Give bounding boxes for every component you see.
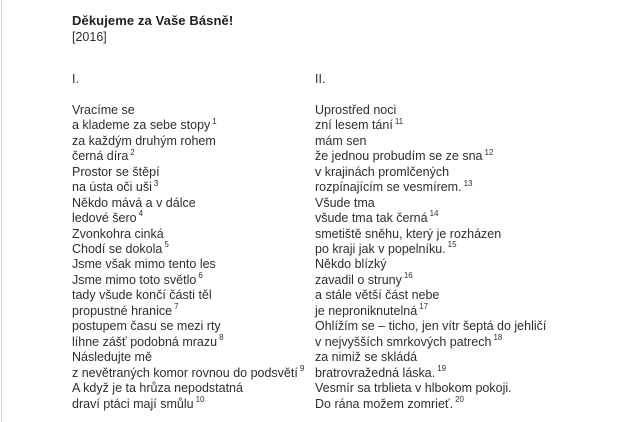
poem-line xyxy=(72,335,304,350)
poem-line-text: zavadil o struny xyxy=(315,272,402,287)
poem-line-text: bratrovražedná láska. xyxy=(315,365,436,380)
poem-line-text: postupem času se mezi rty xyxy=(72,319,221,334)
footnote-ref: 10 xyxy=(195,394,205,404)
footnote-ref: 19 xyxy=(437,363,447,373)
poem-line xyxy=(315,211,546,226)
footnote-ref: 4 xyxy=(138,209,144,219)
poem-lines-1 xyxy=(72,103,304,412)
poem-line xyxy=(72,319,304,334)
poem-line xyxy=(315,118,546,133)
footnote-ref: 6 xyxy=(198,271,203,281)
poem-line xyxy=(72,394,304,412)
footnote-ref: 2 xyxy=(130,147,135,157)
poem-line xyxy=(72,211,304,226)
poem-line-text: všude tma tak černá xyxy=(315,211,428,226)
poem-line-text: Do rána možem zomrieť. xyxy=(315,396,454,411)
poem-line-text: Všude tma xyxy=(315,195,375,210)
footnote-ref: 1 xyxy=(212,116,217,126)
publication-year: [2016] xyxy=(72,30,107,44)
poem-line xyxy=(315,103,546,118)
poem-line-text: Jsme však mimo tento les xyxy=(72,257,216,272)
footnote-ref: 15 xyxy=(447,240,457,250)
poem-line-text: na ústa oči uši xyxy=(72,180,152,195)
poem-line xyxy=(72,363,305,381)
poem-line-text: Prostor se štěpí xyxy=(72,164,160,179)
poem-line xyxy=(315,273,546,288)
footnote-ref: 16 xyxy=(403,271,413,281)
poem-line xyxy=(72,103,304,118)
poem-line-text: Jsme mimo toto světlo xyxy=(72,272,197,287)
poem-line xyxy=(315,363,546,381)
footnote-ref: 18 xyxy=(493,333,503,343)
poem-line xyxy=(315,134,546,149)
poem-line xyxy=(315,257,546,272)
poem-line-text: a klademe za sebe stopy xyxy=(72,118,211,133)
footnote-ref: 3 xyxy=(153,178,159,188)
poem-line-text: a stále větší část nebe xyxy=(315,288,440,303)
footnote-ref: 13 xyxy=(463,178,473,188)
footnote-ref: 11 xyxy=(394,116,404,126)
poem-column-2 xyxy=(315,72,546,412)
poem-line-text: smetiště sněhu, který je rozházen xyxy=(315,226,502,241)
poem-line-text: propustné hranice xyxy=(72,303,173,318)
poem-line xyxy=(315,180,546,195)
poem-line xyxy=(315,350,546,365)
poem-line-text: Ohlížím se – ticho, jen vítr šeptá do jehličí xyxy=(315,319,547,334)
footnote-ref: 5 xyxy=(164,240,169,250)
poem-line xyxy=(72,149,304,164)
poem-line-text: draví ptáci mají smůlu xyxy=(72,396,194,411)
page-left-edge xyxy=(1,0,2,422)
poem-line xyxy=(72,118,304,133)
footnote-ref: 20 xyxy=(455,394,464,404)
poem-line-text: mám sen xyxy=(315,133,367,148)
poem-line xyxy=(315,288,546,303)
poem-line-text: Uprostřed noci xyxy=(315,102,397,117)
poem-line-text: černá díra xyxy=(72,149,129,164)
poem-line xyxy=(72,180,304,195)
poem-line-text: v krajinách promlčených xyxy=(315,164,450,179)
poem-column-1 xyxy=(72,72,304,412)
poem-line xyxy=(315,394,546,412)
poem-line-text: Vesmír sa trblieta v hlbokom pokoji. xyxy=(315,381,512,396)
poem-line xyxy=(315,319,546,334)
poem-line xyxy=(315,149,546,164)
poem-line-text: ledové šero xyxy=(72,211,137,226)
poem-line-text: tady všude končí části těl xyxy=(72,288,212,303)
poem-line xyxy=(72,242,304,257)
footnote-ref: 17 xyxy=(419,302,429,312)
footnote-ref: 14 xyxy=(429,209,439,219)
poem-lines-2 xyxy=(315,103,546,412)
poem-line xyxy=(72,134,304,149)
poem-line xyxy=(315,335,546,350)
poem-line xyxy=(72,304,304,319)
poem-line-text: Vracíme se xyxy=(72,102,135,117)
poem-line xyxy=(72,165,304,180)
poem-line-text: Někdo blízký xyxy=(315,257,387,272)
footnote-ref: 12 xyxy=(484,147,494,157)
poem-line xyxy=(72,273,304,288)
poem-section-heading-2: II. xyxy=(315,72,326,86)
poem-line-text: A když je ta hrůza nepodstatná xyxy=(72,381,243,396)
poem-line-text: že jednou probudím se ze sna xyxy=(315,149,483,164)
poem-line xyxy=(315,242,546,257)
poem-line-text: rozpínajícím se vesmírem. xyxy=(315,180,462,195)
poem-line-text: Někdo mává a v dálce xyxy=(72,195,196,210)
poem-line xyxy=(72,288,304,303)
poem-line xyxy=(72,381,304,396)
title-block xyxy=(72,13,233,45)
poem-line xyxy=(315,304,546,319)
poem-line-text: po kraji jak v popelníku. xyxy=(315,241,446,256)
poem-line-text: v nejvyšších smrkových patrech xyxy=(315,334,492,349)
poem-line xyxy=(72,196,304,211)
poem-line-text: Následujte mě xyxy=(72,350,152,365)
poem-line-text: z nevětraných komor rovnou do podsvětí xyxy=(72,365,298,380)
poem-line-text: Zvonkohra cinká xyxy=(72,226,164,241)
footnote-ref: 7 xyxy=(174,302,179,312)
poem-line-text: za nimiž se skládá xyxy=(315,350,418,365)
poem-line xyxy=(72,257,304,272)
poem-line xyxy=(315,165,546,180)
poem-line-text: za každým druhým rohem xyxy=(72,133,216,148)
poem-line xyxy=(72,227,304,242)
footnote-ref: 8 xyxy=(219,333,224,343)
poem-line-text: líhne zášť podobná mrazu xyxy=(72,334,218,349)
footnote-ref: 9 xyxy=(299,363,305,373)
poem-line-text: zní lesem tání xyxy=(315,118,393,133)
poem-section-heading-1: I. xyxy=(72,72,79,86)
poem-line xyxy=(315,381,546,396)
poem-line-text: je neproniknutelná xyxy=(315,303,418,318)
page-title: Děkujeme za Vaše Básně! xyxy=(72,13,234,28)
poem-line-text: Chodí se dokola xyxy=(72,241,163,256)
poem-line xyxy=(315,227,546,242)
poem-line xyxy=(72,350,304,365)
